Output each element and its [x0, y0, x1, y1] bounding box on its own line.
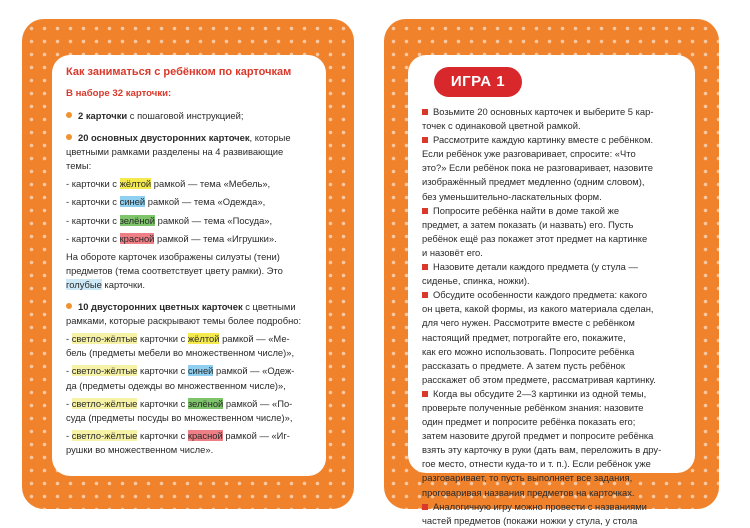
instruction-text: взять эту карточку в руки (дать вам, переложить в дру- [422, 444, 662, 456]
detail-line-2: бель (предметы мебели во множественном числе)», [66, 347, 295, 359]
instruction-text: разговаривает, то пусть выполняет все задания, [422, 472, 633, 484]
detail-color-green: зелёной [187, 397, 224, 409]
highlight-light-blue: голубые [66, 278, 102, 290]
detail-pre: карточки с [137, 397, 188, 409]
instruction-text: и назовёт его. [422, 246, 483, 258]
item-bold: 10 двусторонних цветных карточек [78, 301, 243, 313]
left-card-content [52, 55, 326, 476]
instruction-line [422, 429, 685, 443]
detail-line-2: рушки во множественном числе». [66, 443, 214, 455]
instruction-item [422, 288, 685, 302]
theme-line [66, 232, 312, 246]
right-card-content [408, 55, 695, 526]
instruction-item [422, 500, 685, 514]
instruction-text: проверьте полученные ребёнком знания: назовите [422, 401, 644, 413]
instruction-item [422, 105, 685, 119]
instruction-line [422, 514, 685, 528]
theme-color-yellow: жёлтой [119, 178, 152, 190]
instruction-line [422, 457, 685, 471]
instruction-text: ребёнок ещё раз покажет этот предмет на картинке [422, 232, 648, 244]
theme-line [66, 177, 312, 191]
theme-pre: - карточки с [66, 196, 120, 208]
detail-lead: - [66, 365, 72, 377]
item-text: с цветными [242, 301, 296, 313]
detail-post: рамкой — «Иг- [222, 429, 290, 441]
right-game-card [384, 19, 719, 526]
theme-pre: - карточки с [66, 232, 120, 244]
highlight-pale-yellow: светло-жёлтые [71, 365, 138, 377]
instruction-text: проговаривая названия предметов на карточках. [422, 486, 635, 498]
reverse-text-line [66, 278, 312, 292]
highlight-pale-yellow: светло-жёлтые [71, 397, 138, 409]
detail-line [66, 332, 312, 346]
reverse-text: карточки. [101, 278, 145, 290]
bullet-icon [422, 109, 428, 115]
detail-line [66, 397, 312, 411]
item-text-line: рамками, которые раскрывают темы более подробно: [66, 315, 302, 327]
instruction-text: частей предметов (покажи ножки у стула, у стола [422, 514, 638, 526]
theme-post: рамкой — тема «Посуда», [155, 214, 273, 226]
theme-color-red: красной [119, 232, 155, 244]
theme-post: рамкой — тема «Одежда», [145, 196, 266, 208]
instruction-text: как его можно использовать. Попросите ребёнка [422, 345, 635, 357]
instruction-text: точек с одинаковой цветной рамкой. [422, 120, 581, 132]
theme-color-blue: синей [119, 196, 146, 208]
list-item [66, 300, 312, 314]
instruction-text: Аналогичную игру можно провести с названиями [433, 500, 647, 512]
instruction-item [422, 133, 685, 147]
instruction-text: Попросите ребёнка найти в доме такой же [433, 204, 620, 216]
detail-color-yellow: жёлтой [187, 333, 220, 345]
instruction-text: изображённый предмет медленно (одним словом), [422, 176, 645, 188]
instruction-text: рассказать о предмете. А затем пусть ребёнок [422, 359, 625, 371]
detail-post: рамкой — «Ме- [219, 333, 290, 345]
detail-pre: карточки с [137, 333, 188, 345]
left-card-title: Как заниматься с ребёнком по карточкам [66, 66, 292, 78]
instruction-line [422, 218, 685, 232]
left-instruction-card [22, 19, 354, 509]
instruction-text: затем назовите другой предмет и попросите ребёнка [422, 430, 654, 442]
instruction-line [422, 161, 685, 175]
instruction-text: предмет, а затем показать (и назвать) его. Пусть [422, 218, 634, 230]
list-item [66, 109, 312, 123]
bullet-icon [422, 292, 428, 298]
instruction-text: Рассмотрите каждую картинку вместе с ребёнком. [433, 134, 654, 146]
instruction-text: гое место, отнести куда-то и т. п.). Если ребёнок уже [422, 458, 651, 470]
instruction-line [422, 471, 685, 485]
bullet-icon [66, 303, 72, 309]
instruction-line [422, 331, 685, 345]
theme-pre: - карточки с [66, 214, 120, 226]
bullet-icon [422, 264, 428, 270]
instruction-text: Если ребёнок уже разговаривает, спросите: «Что [422, 148, 636, 160]
highlight-pale-yellow: светло-жёлтые [71, 333, 138, 345]
item-text-line: цветными рамками разделены на 4 развивающие [66, 146, 284, 158]
detail-line [66, 364, 312, 378]
bullet-icon [66, 134, 72, 140]
detail-post: рамкой — «Одеж- [213, 365, 295, 377]
instruction-text: Обсудите особенности каждого предмета: какого [433, 289, 648, 301]
instruction-item [422, 204, 685, 218]
instruction-text: один предмет и попросите ребёнка показать его; [422, 416, 636, 428]
theme-color-green: зелёной [119, 214, 155, 226]
instruction-text: это?» Если ребёнок пока не разговаривает, назовите [422, 162, 653, 174]
instruction-text: Когда вы обсудите 2—3 картинки из одной темы, [433, 387, 647, 399]
theme-pre: - карточки с [66, 178, 120, 190]
item-bold: 2 карточки [78, 110, 128, 121]
bullet-icon [422, 208, 428, 214]
detail-pre: карточки с [137, 429, 188, 441]
detail-color-blue: синей [187, 365, 214, 377]
item-text-line: темы: [66, 160, 92, 172]
bullet-icon [422, 391, 428, 397]
instruction-line [422, 486, 685, 500]
game-instructions [422, 105, 685, 528]
instruction-line [422, 274, 685, 288]
instruction-text: Назовите детали каждого предмета (у стула — [433, 261, 638, 273]
instruction-text: без уменьшительно-ласкательных форм. [422, 190, 602, 202]
item-text: , которые [249, 132, 291, 144]
instruction-line [422, 119, 685, 133]
detail-post: рамкой — «По- [223, 397, 293, 409]
instruction-text: настоящий предмет, потрогайте его, покажите, [422, 331, 626, 343]
instruction-text: расскажет об этом предмете, рассматривая картинку. [422, 373, 656, 385]
detail-lead: - [66, 333, 72, 345]
bullet-icon [422, 137, 428, 143]
instruction-line [422, 401, 685, 415]
detail-color-red: красной [187, 429, 223, 441]
instruction-line [422, 302, 685, 316]
theme-line [66, 214, 312, 228]
instruction-line [422, 373, 685, 387]
instruction-line [422, 415, 685, 429]
reverse-text-line: На обороте карточек изображены силуэты (тени) [66, 250, 280, 262]
left-card-subtitle: В наборе 32 карточки: [66, 88, 172, 99]
reverse-text-line: предметов (тема соответствует цвету рамки). Это [66, 264, 283, 276]
detail-line-2: да (предметы одежды во множественном числе)», [66, 379, 286, 391]
theme-line [66, 195, 312, 209]
bullet-icon [422, 504, 428, 510]
instruction-line [422, 232, 685, 246]
instruction-text: он цвета, какой формы, из какого материала сделан, [422, 303, 654, 315]
bullet-icon [66, 112, 72, 118]
theme-post: рамкой — тема «Игрушки». [154, 232, 277, 244]
instruction-line [422, 345, 685, 359]
instruction-text: Возьмите 20 основных карточек и выберите 5 кар- [433, 106, 654, 117]
item-text: с пошаговой инструкцией; [127, 110, 244, 121]
instruction-item [422, 387, 685, 401]
detail-line-2: суда (предметы посуды во множественном числе)», [66, 411, 293, 423]
highlight-pale-yellow: светло-жёлтые [71, 429, 138, 441]
instruction-line [422, 316, 685, 330]
detail-pre: карточки с [137, 365, 188, 377]
instruction-item [422, 260, 685, 274]
detail-line [66, 429, 312, 443]
item-bold: 20 основных двусторонних карточек [78, 132, 250, 144]
instruction-line [422, 147, 685, 161]
detail-lead: - [66, 397, 72, 409]
game-badge: ИГРА 1 [434, 67, 522, 97]
instruction-line [422, 443, 685, 457]
list-item [66, 131, 312, 145]
instruction-text: сиденье, спинка, ножки). [422, 275, 530, 287]
instruction-line [422, 359, 685, 373]
instruction-text: для чего нужен. Рассмотрите вместе с ребёнком [422, 317, 635, 329]
instruction-line [422, 175, 685, 189]
instruction-line [422, 190, 685, 204]
theme-post: рамкой — тема «Мебель», [151, 178, 271, 190]
instruction-line [422, 246, 685, 260]
detail-lead: - [66, 429, 72, 441]
